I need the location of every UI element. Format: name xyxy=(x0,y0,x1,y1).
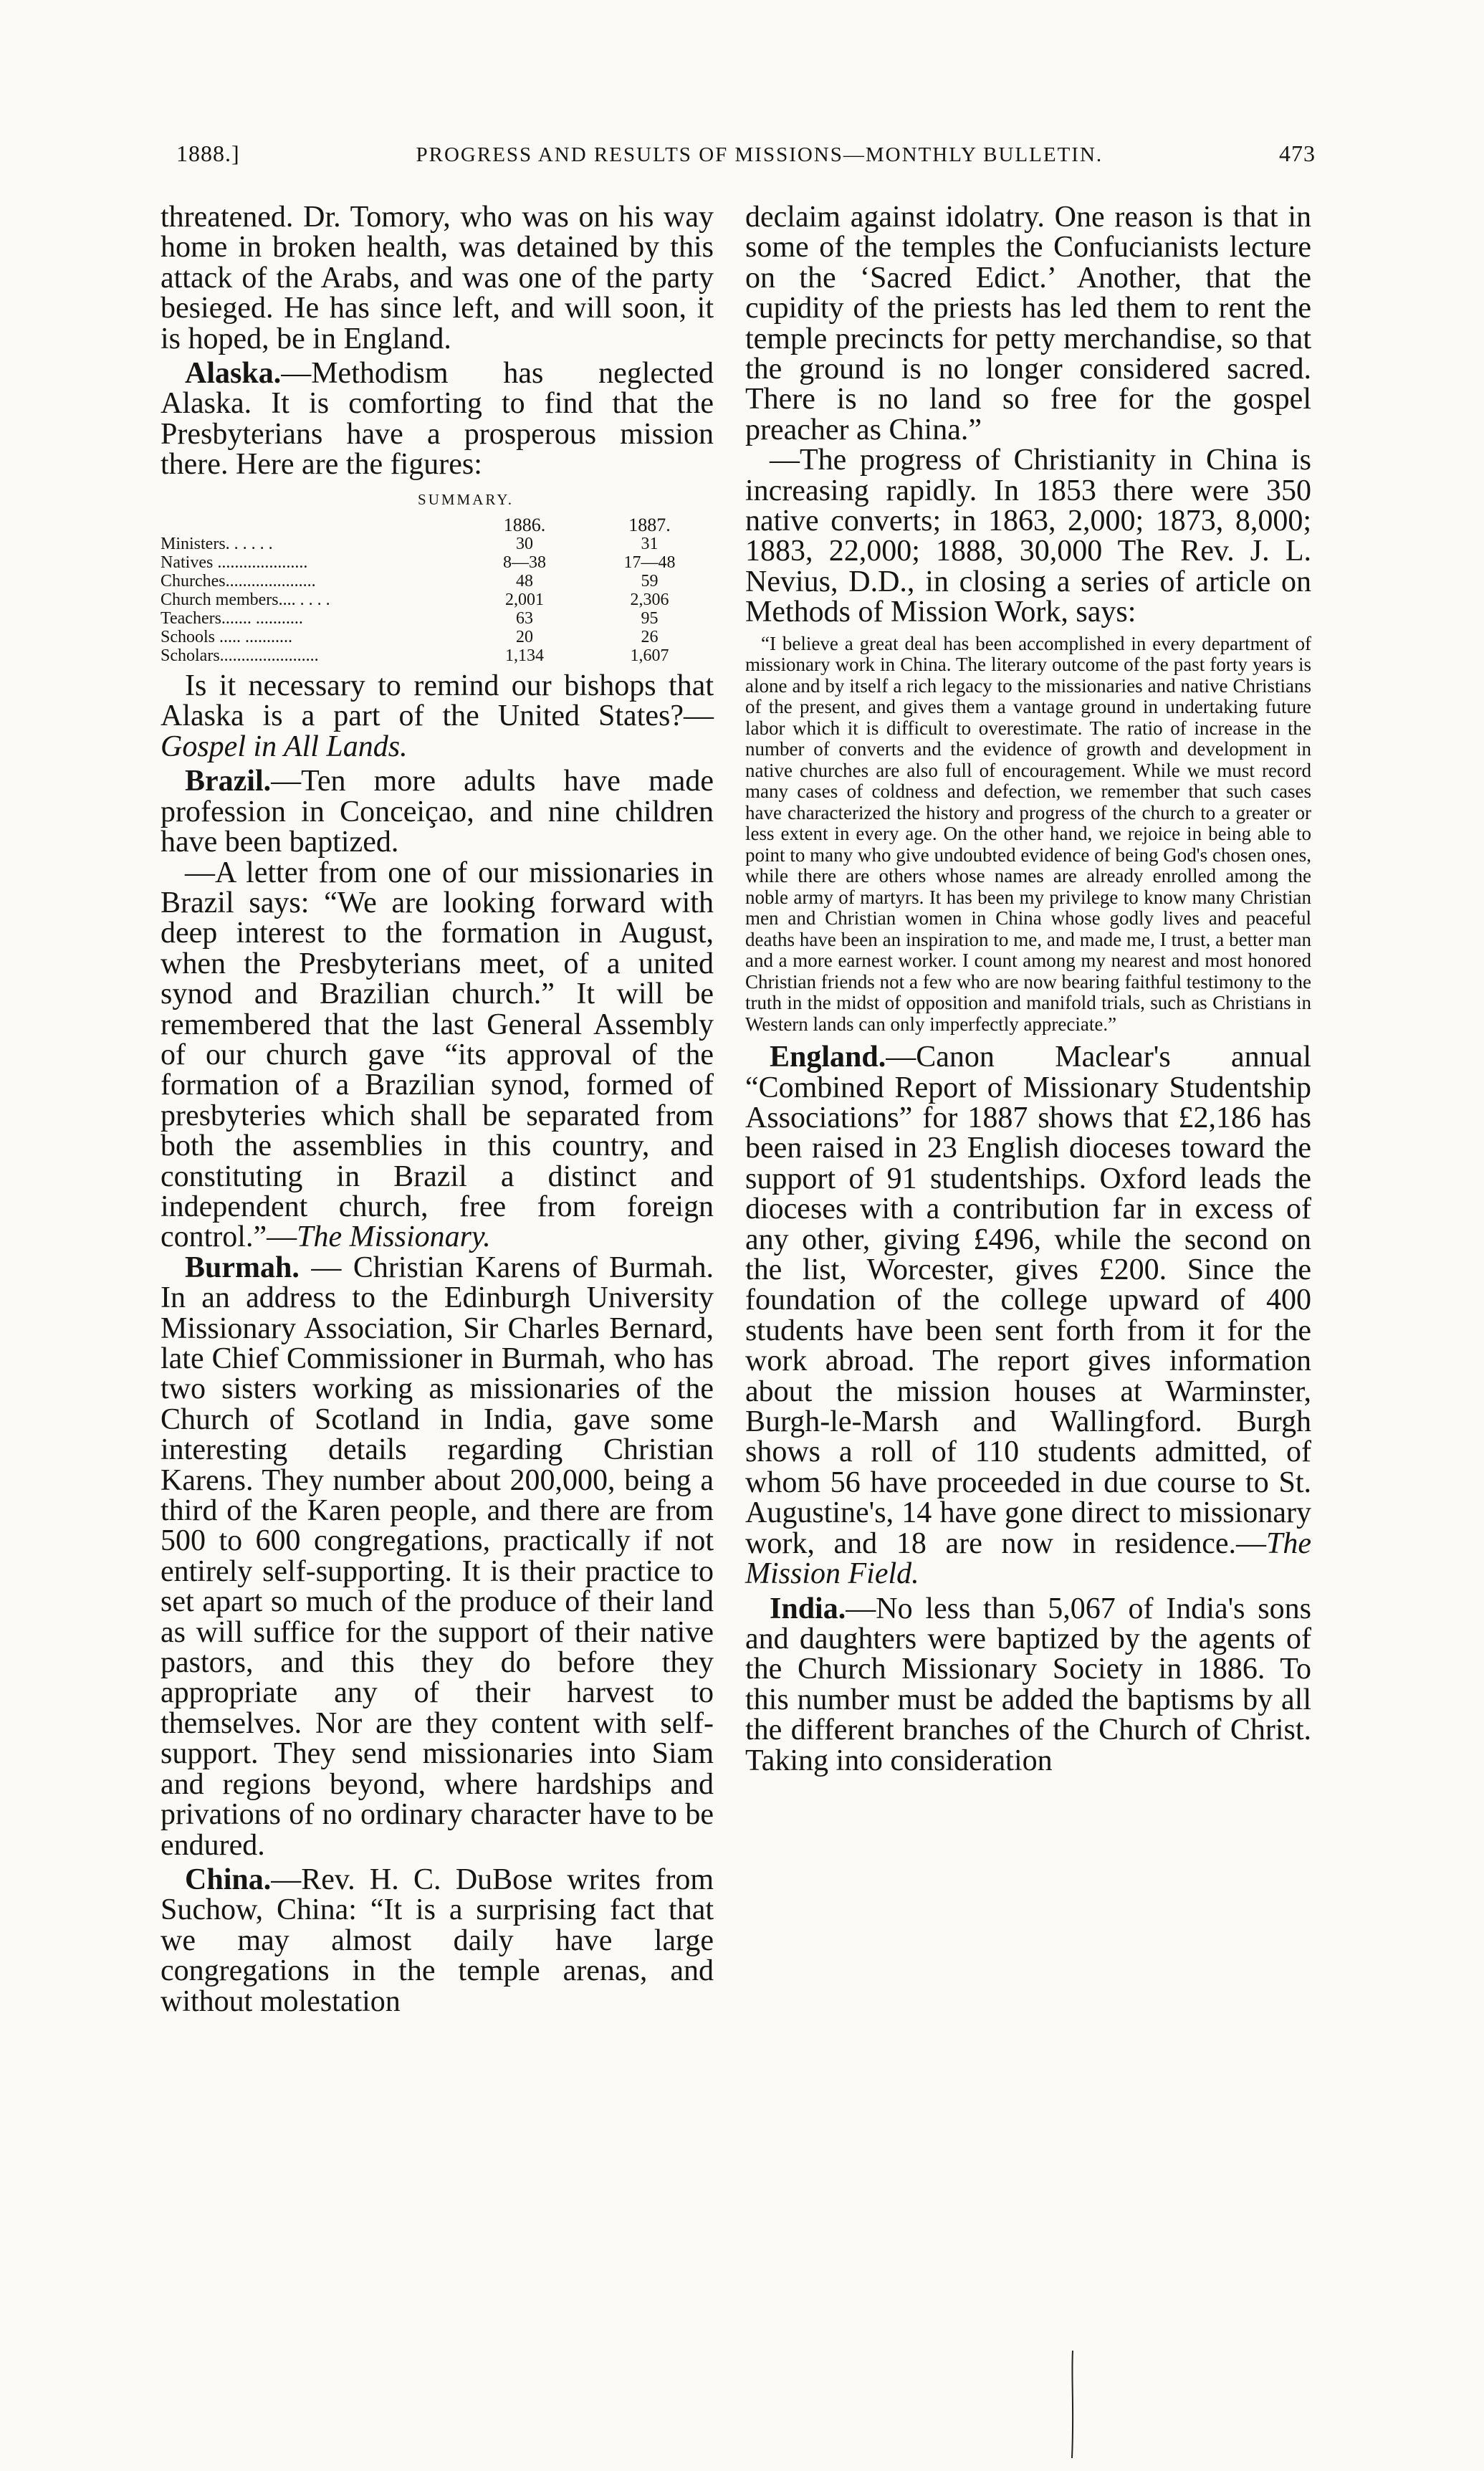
page-number: 473 xyxy=(1279,140,1316,166)
paragraph-england: England.—Canon Maclear's annual “Combined Report of Missionary Studentship Associations” for 1887 shows that £2,186 has been raised in 23 English dioceses toward the support of 91 studentships. Oxford leads the dioceses with a contribution far in excess of any other, giving £496, while the second on the list, Worcester, gives £200. Since the foundation of the college upward of 400 students have been sent forth from it for the work abroad. The report gives information about the mission houses at Warminster, Burgh-le-Marsh and Wallingford. Burgh shows a roll of 110 students admitted, of whom 56 have proceeded in due course to St. Augustine's, 14 have gone direct to missionary work, and 18 are now in residence.—The Mission Field. xyxy=(745,1041,1311,1591)
alaska-body: —Methodism has neglected Alaska. It is comforting to find that the Presbyterians have a prosperous mission there. Here are the figures: xyxy=(161,357,714,482)
paragraph-burmah: Burmah. — Christian Karens of Burmah. In an address to the Edinburgh University Missionary Association, Sir Charles Bernard, late Chief Commissioner in Burmah, who has two sisters working as missionaries of the Church of Scotland in India, gave some interesting details regarding Christian Karens. They number about 200,000, being a third of the Karen people, and there are from 500 to 600 congregations, practically if not entirely self-supporting. It is their practice to set apart so much of the produce of their land as will suffice for the support of their native pastors, and this they do before they appropriate any of their harvest to themselves. Nor are they content with self-support. They send missionaries into Siam and regions beyond, where hardships and privations of no ordinary character have to be endured. xyxy=(161,1251,714,1862)
paragraph-india: India.—No less than 5,067 of India's sons and daughters were baptized by the agents of the Church Missionary Society in 1886. To this number must be added the baptisms by all the different branches of the Church of Christ. Taking into consideration xyxy=(745,1592,1311,1777)
paragraph-alaska-remark: Is it necessary to remind our bishops that Alaska is a part of the United States?—Gospel in All Lands. xyxy=(161,669,714,763)
table-row: Teachers....... ........... 63 95 xyxy=(161,609,659,628)
quote-nevius: “I believe a great deal has been accomplished in every department of missionary work in China. The literary outcome of the past forty years is alone and by itself a rich legacy to the missionaries and native Christians of the present, and gives them a vantage ground in undertaking future labor which it is difficult to overestimate. The ratio of increase in the number of converts and the evidence of growth and development in native churches are also full of encouragement. While we must record many cases of coldness and defection, we remember that such cases have characterized the history and progress of the church to a greater or less extent in every age. On the other hand, we rejoice in being able to point to many who give undoubted evidence of being God's chosen ones, while there are others whose names are already enrolled among the noble army of martyrs. It has been my privilege to know many Christian men and Christian women in China whose godly lives and peaceful deaths have been an inspiration to me, and made me, I trust, a better man and a more earnest worker. I count among my nearest and most honored Christian friends not a few who are now bearing faithful testimony to the truth in the midst of opposition and manifold trials, such as Christians in Western lands can only imperfectly appreciate.” xyxy=(745,632,1311,1035)
paragraph-china: China.—Rev. H. C. DuBose writes from Suchow, China: “It is a surprising fact that we may almost daily have large congregations in the temple arenas, and without molestation xyxy=(161,1863,714,2018)
table-row: Ministers. . . . . . 30 31 xyxy=(161,535,659,554)
heading-alaska: Alaska. xyxy=(185,357,282,391)
header-title: PROGRESS AND RESULTS OF MISSIONS—MONTHLY BULLETIN. xyxy=(416,143,1104,166)
year-1886: 1886. xyxy=(503,515,546,536)
left-column xyxy=(161,202,714,2017)
summary-title: SUMMARY. xyxy=(418,490,514,508)
year-1887: 1887. xyxy=(628,515,671,536)
paragraph-arabs: threatened. Dr. Tomory, who was on his way home in broken health, was detained by this attack of the Arabs, and was one of the party besieged. He has since left, and will soon, it is hoped, be in England. xyxy=(161,201,714,355)
citation: Gospel in All Lands. xyxy=(161,730,408,763)
summary-header-row xyxy=(161,516,719,535)
heading-england: England. xyxy=(770,1041,886,1074)
paragraph-brazil: Brazil.—Ten more adults have made profession in Conceiçao, and nine children have been baptized. xyxy=(161,765,714,859)
table-row: Church members.... . . . . 2,001 2,306 xyxy=(161,591,669,610)
heading-china: China. xyxy=(185,1863,272,1896)
right-column xyxy=(745,202,1311,1776)
citation: The Missionary. xyxy=(297,1220,491,1254)
scan-mark xyxy=(1068,2351,1078,2458)
citation: The Mission Field. xyxy=(745,1526,1311,1591)
paragraph-alaska xyxy=(161,358,714,480)
paragraph-idolatry: declaim against idolatry. One reason is that in some of the temples the Confucianists lecture on the ‘Sacred Edict.’ Another, that the cupidity of the priests has led them to rent the temple precincts for petty merchandise, so that the ground is no longer considered sacred. There is no land so free for the gospel preacher as China.” xyxy=(745,201,1311,446)
quote-block xyxy=(745,634,1311,1036)
heading-burmah: Burmah. xyxy=(185,1251,300,1284)
heading-brazil: Brazil. xyxy=(185,765,272,798)
table-row: Scholars....................... 1,134 1,607 xyxy=(161,646,669,666)
summary-table xyxy=(161,516,719,665)
table-row: Schools ..... ........... 20 26 xyxy=(161,628,659,647)
paragraph-progress-china: —The progress of Christianity in China is increasing rapidly. In 1853 there were 350 native converts; in 1863, 2,000; 1873, 8,000; 1883, 22,000; 1888, 30,000 The Rev. J. L. Nevius, D.D., in closing a series of article on Methods of Mission Work, says: xyxy=(745,444,1311,629)
paragraph-brazil-letter: —A letter from one of our missionaries in Brazil says: “We are looking forward with deep interest to the formation in August, when the Presbyterians meet, of a united synod and Brazilian church.” It will be remembered that the last General Assembly of our church gave “its approval of the formation of a Brazilian synod, formed of presbyteries which shall be separated from both the assemblies in this country, and constituting in Brazil a distinct and independent church, free from foreign control.”—The Missionary. xyxy=(161,856,714,1254)
header-year: 1888.] xyxy=(176,140,240,166)
table-row: Churches..................... 48 59 xyxy=(161,572,659,591)
heading-india: India. xyxy=(770,1592,846,1625)
running-header xyxy=(176,140,1316,167)
table-row: Natives ..................... 8—38 17—48 xyxy=(161,553,676,573)
